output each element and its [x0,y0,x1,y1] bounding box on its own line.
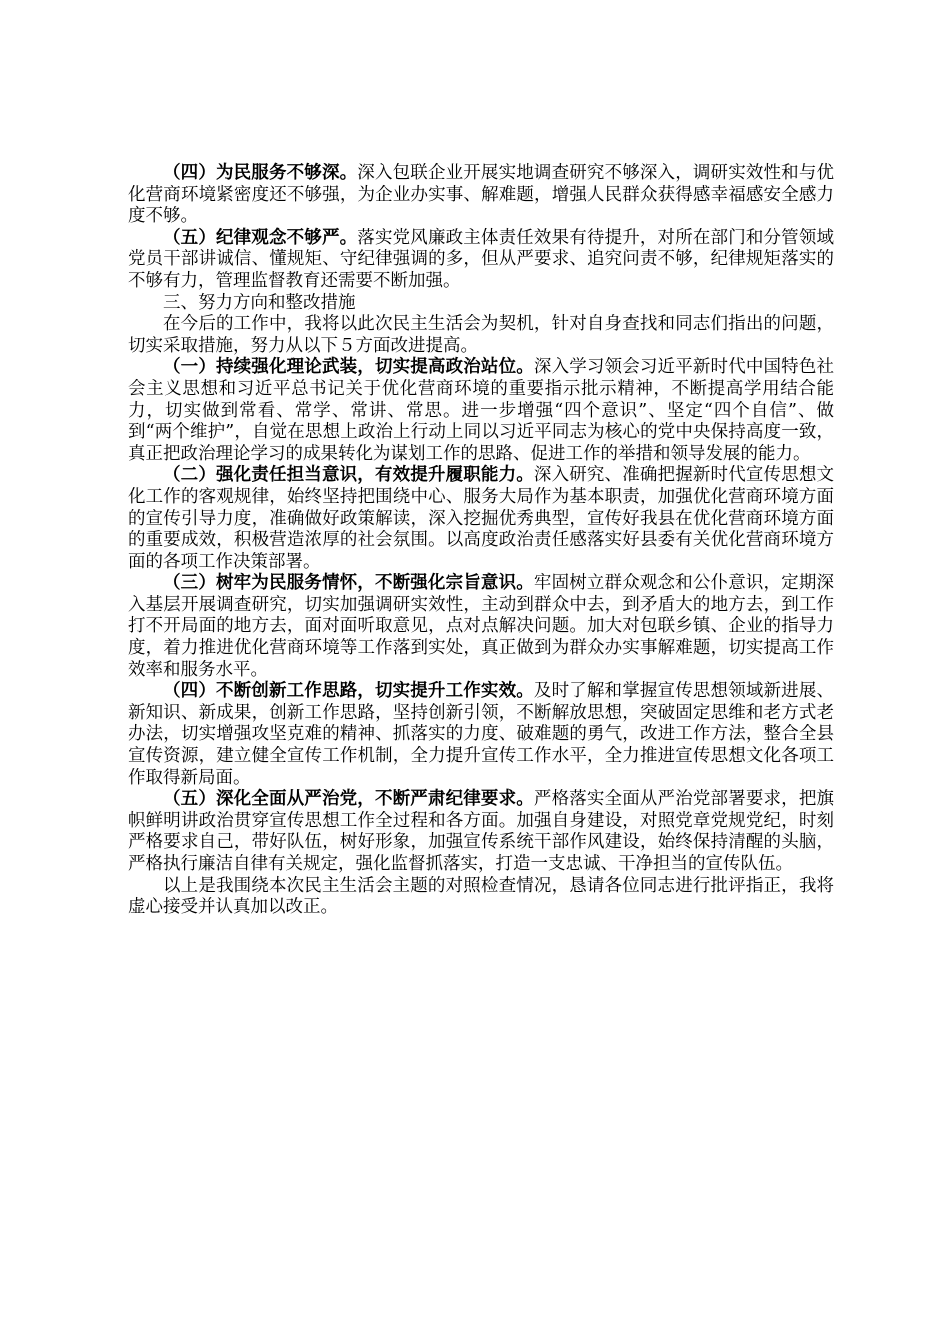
paragraph-text: 落实党风廉政主体责任效果有待提升，对所在部门和分管领域党员干部讲诚信、懂规矩、守纪律强调的多，但从严要求、追究问责不够，纪律规矩落实的不够有力，管理监督教育还需要不断加强。 [128,227,835,291]
paragraph-text: 深入包联企业开展实地调查研究不够深入，调研实效性和与优化营商环境紧密度还不够强，为企业办实事、解难题，增强人民群众获得感幸福感安全感力度不够。 [128,163,835,227]
section-heading: 三、努力方向和整改措施 [163,292,356,313]
measure-paragraph-4 [128,681,834,789]
paragraph-discipline-issue [128,228,834,293]
paragraph-text: 深入学习领会习近平新时代中国特色社会主义思想和习近平总书记关于优化营商环境的重要指示批示精神，不断提高学用结合能力，切实做到常看、常学、常讲、常思。进一步增强“四个意识”、坚定“四个自信”、做到“两个维护”，自觉在思想上政治上行动上同以习近平同志为核心的党中央保持高度一致，真正把政治理论学习的成果转化为谋划工作的思路、促进工作的举措和领导发展的能力。 [128,357,834,464]
intro-paragraph: 在今后的工作中，我将以此次民主生活会为契机，针对自身查找和同志们指出的问题，切实采取措施，努力从以下５方面改进提高。 [128,314,834,356]
paragraph-text: 牢固树立群众观念和公仆意识，定期深入基层开展调查研究，切实加强调研实效性，主动到群众中去，到矛盾大的地方去，到工作打不开局面的地方去，面对面听取意见，点对点解决问题。加大对包联乡镇、企业的指导力度，着力推进优化营商环境等工作落到实处，真正做到为群众办实事解难题，切实提高工作效率和服务水平。 [128,573,834,680]
measure-paragraph-1 [128,357,834,465]
paragraph-lead: （四）为民服务不够深。 [163,163,358,183]
paragraph-lead: （三）树牢为民服务情怀，不断强化宗旨意识。 [163,573,534,594]
measure-paragraph-2 [128,465,834,573]
measure-paragraph-3 [128,573,834,681]
paragraph-lead: （一）持续强化理论武装，切实提高政治站位。 [163,357,534,378]
paragraph-lead: （五）纪律观念不够严。 [163,227,358,248]
paragraph-service-issue [128,163,834,228]
paragraph-lead: （四）不断创新工作思路，切实提升工作实效。 [163,681,534,702]
closing-paragraph: 以上是我围绕本次民主生活会主题的对照检查情况，恳请各位同志进行批评指正，我将虚心接受并认真加以改正。 [128,875,834,918]
paragraph-text: 严格落实全面从严治党部署要求，把旗帜鲜明讲政治贯穿宣传思想工作全过程和各方面。加强自身建设，对照党章党规党纪，时刻严格要求自己，带好队伍，树好形象，加强宣传系统干部作风建设，始终保持清醒的头脑，严格执行廉洁自律有关规定，强化监督抓落实，打造一支忠诚、干净担当的宣传队伍。 [128,789,834,874]
paragraph-lead: （五）深化全面从严治党，不断严肃纪律要求。 [163,789,534,810]
paragraph-text: 深入研究、准确把握新时代宣传思想文化工作的客观规律，始终坚持把围绕中心、服务大局作为基本职责，加强优化营商环境方面的宣传引导力度，准确做好政策解读，深入挖掘优秀典型，宣传好我县在优化营商环境方面的重要成效，积极营造浓厚的社会氛围。以高度政治责任感落实好县委有关优化营商环境方面的各项工作决策部署。 [128,465,834,572]
measure-paragraph-5 [128,789,834,875]
paragraph-lead: （二）强化责任担当意识，有效提升履职能力。 [163,465,534,486]
document-page [128,163,834,919]
paragraph-text: 及时了解和掌握宣传思想领域新进展、新知识、新成果，创新工作思路，坚持创新引领，不断解放思想，突破固定思维和老方式老办法，切实增强攻坚克难的精神、抓落实的力度、破难题的勇气，改进工作方法，整合全县宣传资源，建立健全宣传工作机制，全力提升宣传工作水平，全力推进宣传思想文化各项工作取得新局面。 [128,681,834,788]
